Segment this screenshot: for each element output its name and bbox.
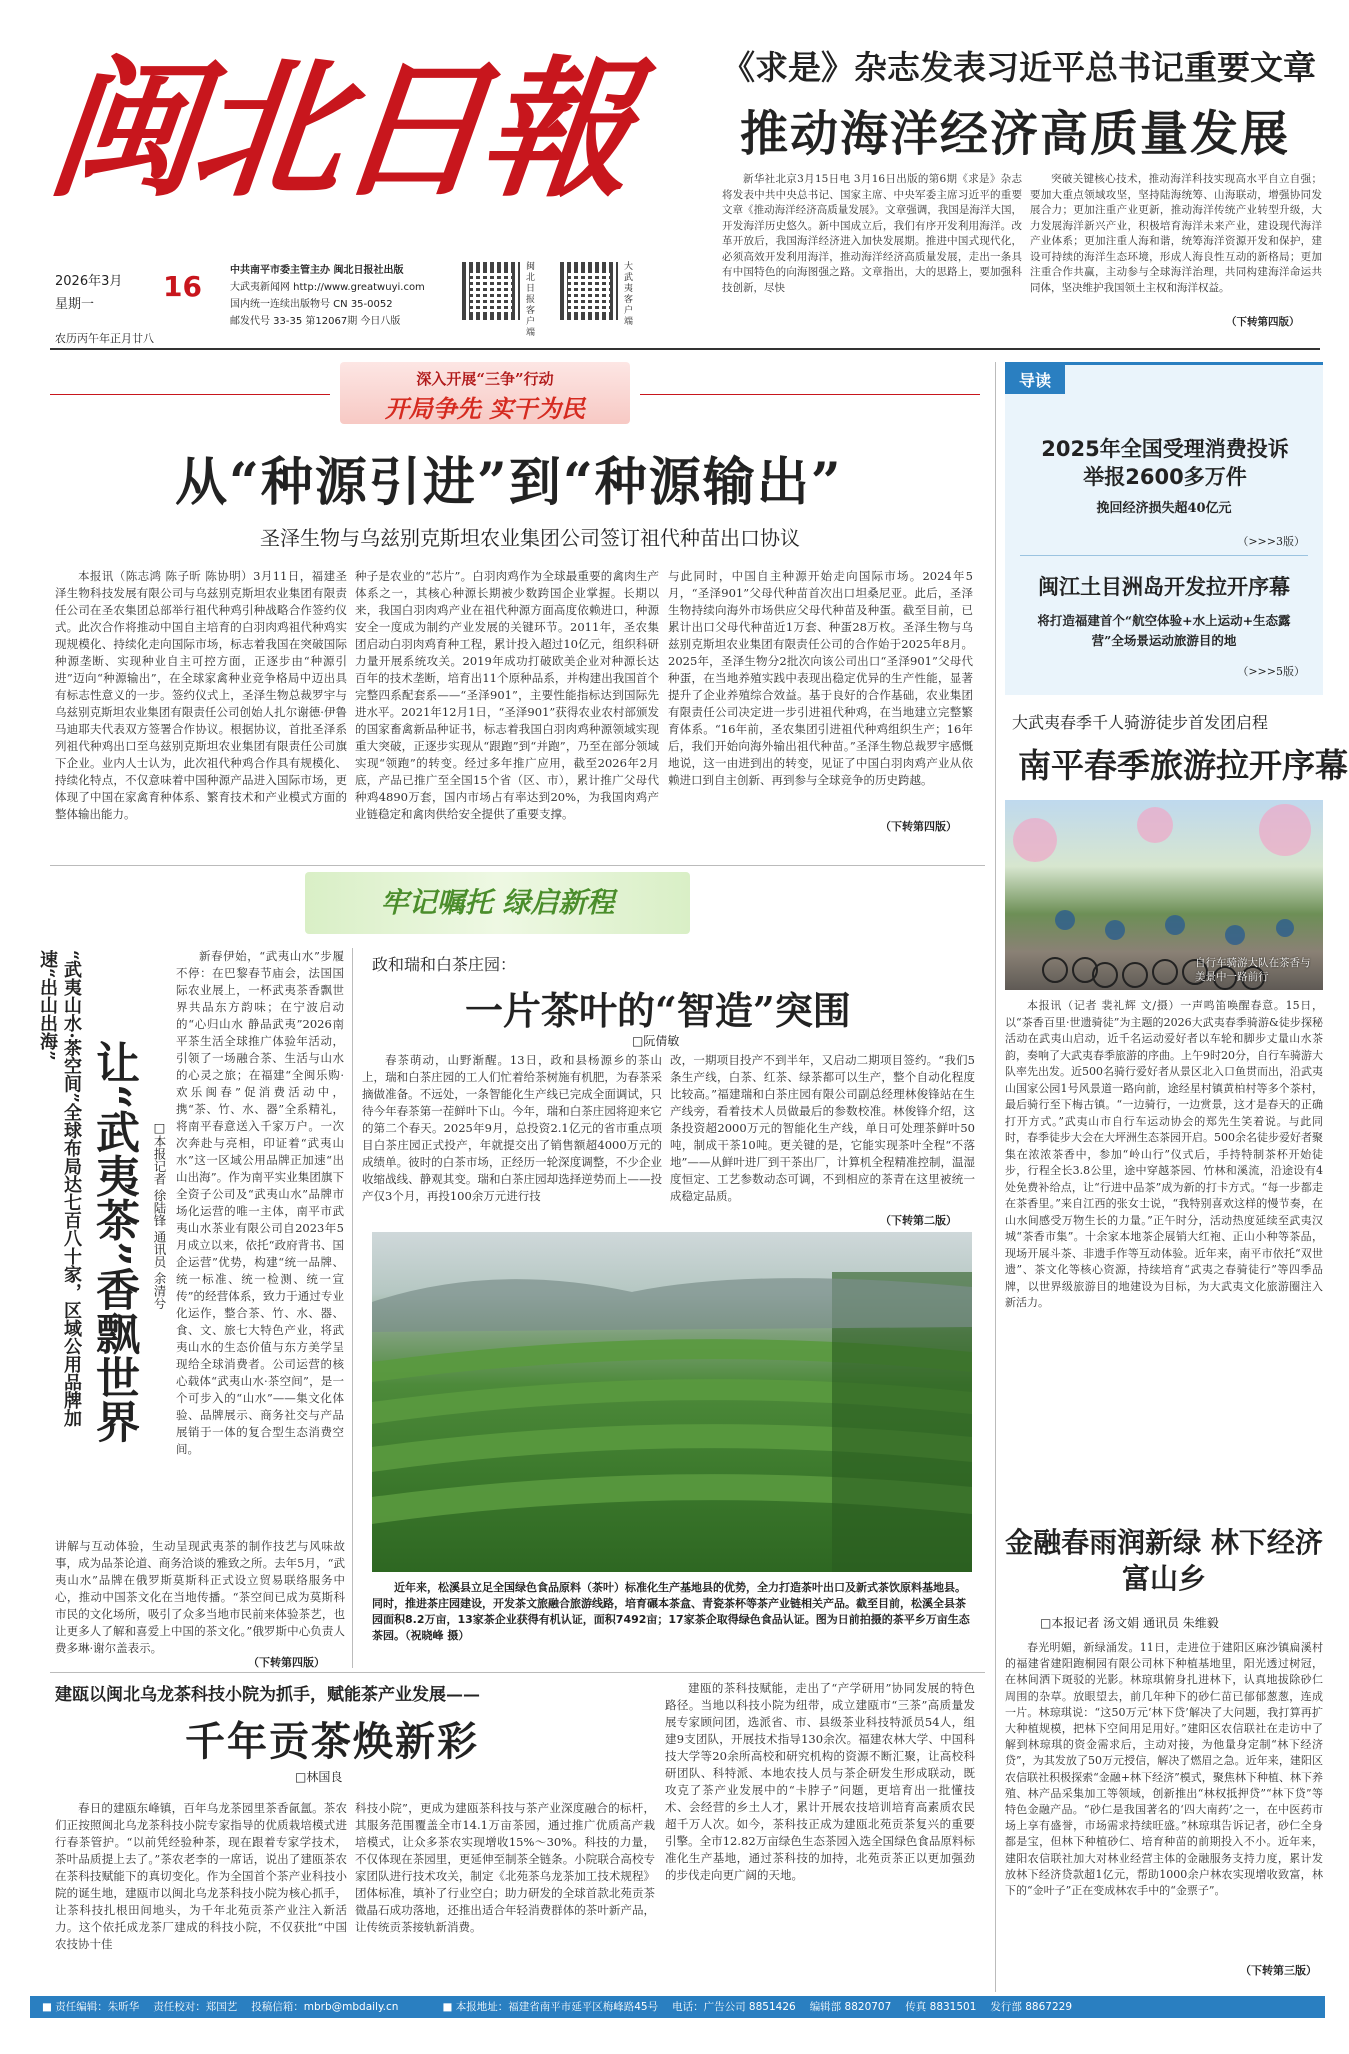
zhengtea-kicker: 政和瑞和白茶庄园：: [372, 955, 517, 974]
zhengtea-continued: （下转第二版）: [880, 1214, 957, 1227]
gongcha-col-2: [355, 1800, 655, 1985]
date-month: 2026年3月: [55, 274, 123, 289]
right-column-rule: [995, 362, 996, 1992]
footer-edit-dept: 编辑部 8820707: [809, 2001, 892, 2013]
lead-continued: （下转第四版）: [1226, 316, 1300, 328]
website-line: 大武夷新闻网 http://www.greatwuyi.com: [230, 282, 425, 293]
tea-photo-caption: [372, 1580, 972, 1662]
section-rule: [50, 865, 985, 866]
footer-bar: [30, 1996, 1325, 2018]
zhengtea-col-1: [362, 1052, 662, 1227]
story1-text-3: 与此同时，中国自主种源开始走向国际市场。2024年5月，“圣泽901”父母代种苗首次出口坦桑尼亚。此后，圣泽生物持续向海外市场供应父母代种苗及种蛋。截至目前，已累计出口父母代种苗近1万套、种蛋28万枚。圣泽生物与乌兹别克斯坦农业集团有限责任公司的合作始于2025年8月。2025年，圣泽生物分2批次向该公司出口“圣泽901”父母代种蛋，在当地养殖实践中表现出稳定优异的生产性能，显著提升了企业养殖综合效益。基于良好的合作基础，农业集团有限责任公司决定进一步引进祖代种鸡，在当地建立完整繁育体系。“16年前，圣农集团引进祖代种鸡组织生产；16年后，我们开始向海外输出祖代种苗。”圣泽生物总裁罗宇感慨地说，这一由进到出的转变，见证了中国白羽肉鸡产业从依赖进口到自主创新、再到参与全球竞争的历史跨越。: [668, 569, 973, 787]
guide-item1-sub: 挽回经济损失超40亿元: [1096, 501, 1232, 516]
finance-text: 春光明媚，新绿涌发。11日，走进位于建阳区麻沙镇扁溪村的福建省建阳跑桐园有限公司林下种植基地里，阳光透过树冠，在林间洒下斑驳的光影。林琼琪俯身扎进林下，认真地拔除砂仁周围的杂草。放眼望去，前几年种下的砂仁苗已郁郁葱葱，连成一片。林琼琪说：“这50万元‘林下贷’解决了大问题，我打算再扩大种植规模，把林下空间用足用好。”建阳区农信联社在走访中了解到林琼琪的资金需求后，主动对接，为他量身定制“林下经济贷”，为其发放了50万元授信，解决了燃眉之急。近年来，建阳区农信联社积极探索“金融+林下经济”模式，聚焦林下种植、林下养殖、林产品采集加工等领域，创新推出“林权抵押贷”“林下贷”等特色金融产品。“砂仁是我国著名的‘四大南药’之一，在中医药市场上享有盛誉，市场需求持续旺盛。”林琼琪告诉记者，砂仁全身都是宝，但林下种植砂仁、培育种苗的前期投入不小。近年来，建阳农信联社加大对林业经营主体的金融服务支持力度，累计发放林下经济贷款超1亿元，帮助1000余户林农实现增收致富，林下的“金叶子”正在变成林农手中的“金票子”。: [1005, 1641, 1323, 1898]
gongcha-headline: 千年贡茶焕新彩: [185, 1718, 479, 1765]
qr-code-1: [462, 262, 520, 320]
issue-line: 邮发代号 33-35 第12067期 今日八版: [230, 316, 401, 327]
story1-text-2: 种子是农业的“芯片”。白羽肉鸡作为全球最重要的禽肉生产体系之一，其核心种源长期被少数跨国企业掌握。长期以来，我国白羽肉鸡产业在祖代种源方面高度依赖进口，种源安全一度成为制约产业发展的关键环节。2011年，圣农集团启动白羽肉鸡育种工程，累计投入超过10亿元，组织科研力量开展系统攻关。2019年成功打破欧美企业对种源长达百年的技术垄断，培育出11个原种品系，并构建出我国首个完整四系配套系——“圣泽901”，主要性能指标达到国际先进水平。2021年12月1日，“圣泽901”获得农业农村部颁发的国家畜禽新品种证书，标志着我国白羽肉鸡种源领域实现重大突破，正逐步实现从“跟跑”到“并跑”，乃至在部分领域实现“领跑”的转变。经过多年推广应用，截至2026年2月底，产品已推广至全国15个省（区、市），累计推广父母代种鸡4890万套，国内市场占有率达到20%，为我国肉鸡产业链稳定和禽肉供给安全提供了重要支撑。: [355, 569, 659, 821]
guide-item2-page[interactable]: （>>>5版）: [1237, 665, 1305, 678]
spring-text-col: [1005, 998, 1323, 1508]
date-box: [55, 270, 205, 330]
guide-item2-sub: 将打造福建首个“航空体验+水上运动+生态露营”全场景运动旅游目的地: [1037, 613, 1291, 648]
wuyi-side-title: [37, 950, 83, 1460]
footer-phone: 电话：广告公司 8851426: [672, 2001, 796, 2013]
wuyi-headline-text: 让“武夷茶”香飘世界: [88, 1040, 139, 1443]
wuyi-col-1: [176, 948, 344, 1593]
spring-photo-caption: 自行车骑游大队在茶香与美景中一路前行: [1195, 957, 1311, 983]
story1-col-1: [55, 568, 347, 878]
campaign-line-1: 深入开展“三争”行动: [416, 370, 554, 388]
footer-address: ■ 本报地址：福建省南平市延平区梅峰路45号: [442, 2001, 659, 2013]
gongcha-col-1: [55, 1800, 347, 1985]
green-banner-text: 牢记嘱托 绿启新程: [380, 886, 615, 919]
lead-text-1: 新华社北京3月15日电 3月16日出版的第6期《求是》杂志将发表中共中央总书记、国家主席、中央军委主席习近平的重要文章《推动海洋经济高质量发展》。文章强调，我国是海洋大国，开发海洋历史悠久。新中国成立后，我们有序开发利用海洋。改革开放后，我国海洋经济进入加快发展期。推进中国式现代化，必须高效开发利用海洋，推动海洋经济高质量发展，走出一条具有中国特色的向海图强之路。文章指出，大的思路上，要加强科技创新，尽快: [722, 173, 1022, 294]
green-banner: [305, 872, 690, 934]
guide-tag: 导读: [1005, 365, 1065, 394]
spring-headline: 南平春季旅游拉开序幕: [1018, 746, 1348, 785]
wuyi-side-title-text: “武夷山水·茶空间”全球布局达七百八十家，区域公用品牌加速“出山出海”: [37, 950, 82, 1427]
gongcha-col-3: [665, 1680, 975, 1985]
lead-headline: 推动海洋经济高质量发展: [740, 106, 1291, 162]
wuyi-byline: [150, 1120, 168, 1380]
date-day: 16: [163, 270, 202, 303]
finance-byline: □本报记者 汤文娟 通讯员 朱维毅: [1040, 1616, 1219, 1630]
qr-label-1: 闽北日报客户端: [526, 262, 536, 338]
zhengtea-headline: 一片茶叶的“智造”突围: [465, 988, 851, 1033]
campaign-banner: [340, 362, 630, 424]
story1-headline: 从“种源引进”到“种源输出”: [175, 452, 843, 513]
publisher-info: [230, 262, 480, 330]
spring-photo: [1005, 800, 1323, 990]
qr-label-2: 大武夷客户端: [624, 262, 634, 327]
lead-text-2: 突破关键核心技术，推动海洋科技实现高水平自立自强；要加大重点领域攻坚，坚持陆海统筹、山海联动，增强协同发展合力；更加注重产业更新，推动海洋传统产业转型升级，大力发展海洋新兴产业，积极培育海洋未来产业，建设现代海洋产业体系；更加注重人海和谐，统筹海洋资源开发和保护，建设可持续的海洋生态环境，形成人海良性互动的新格局；更加注重合作共赢，主动参与全球海洋治理，共同构建海洋命运共同体，坚决维护我国领土主权和海洋权益。: [1030, 173, 1322, 294]
guide-item1-page[interactable]: （>>>3版）: [1237, 535, 1305, 548]
tea-garden-photo: [372, 1232, 972, 1572]
story1-text-1: 本报讯（陈志鸿 陈子昕 陈协明）3月11日，福建圣泽生物科技发展有限公司与乌兹别克斯坦农业集团有限责任公司在圣农集团总部举行祖代种鸡引种战略合作签约仪式。此次合作将推动中国自主培育的白羽肉鸡祖代种鸡实现规模化、持续化走向国际市场，标志着我国在突破国际种源垄断、实现种业自主可控方面，正逐步由“种源引进”迈向“种源输出”，在全球家禽种业竞争格局中迈出具有标志性意义的一步。签约仪式上，圣泽生物总裁罗宇与乌兹别克斯坦农业集团有限责任公司创始人扎尔谢德·伊鲁马迪耶夫代表双方签署合作协议。根据协议，首批圣泽系列祖代种鸡出口至乌兹别克斯坦农业集团有限责任公司旗下企业。业内人士认为，此次祖代种鸡合作具有规模化、持续化特点，不仅意味着中国种源产品进入国际市场，更体现了中国在家禽育种体系、繁育技术和产业模式方面的整体输出能力。: [55, 569, 347, 821]
footer-fax: 传真 8831501: [905, 2001, 977, 2013]
footer-proof: 责任校对：郑国艺: [153, 2001, 238, 2013]
wuyi-byline-text: □本报记者 徐陆锋 通讯员 余清兮: [152, 1120, 167, 1310]
guide-item1-title: 2025年全国受理消费投诉举报2600多万件: [1041, 437, 1289, 489]
masthead-logo: 闽北日報: [40, 42, 636, 218]
gongcha-rule: [50, 1672, 985, 1673]
finance-continued: （下转第三版）: [1240, 1964, 1317, 1977]
finance-headline: [1005, 1525, 1323, 1597]
wuyi-text-2: 讲解与互动体验，生动呈现武夷茶的制作技艺与风味故事，成为品茶论道、商务洽谈的雅致之所。去年5月，“武夷山水”品牌在俄罗斯莫斯科正式设立贸易联络服务中心，推动中国茶文化在当地传播。“茶空间已成为莫斯科市民的文化场所，吸引了众多当地市民前来体验茶艺，也让更多人了解和喜爱上中国的茶文化。”俄罗斯中心负责人费多琳·谢尔盖表示。: [55, 1539, 345, 1655]
story1-col-2: [355, 568, 659, 878]
wuyi-continued: （下转第四版）: [248, 1656, 325, 1669]
qr-code-2: [560, 262, 618, 320]
spring-text: 本报讯（记者 裴礼辉 文/摄）一声鸣笛唤醒春意。15日，以“茶香百里·世遗骑徒”为主题的2026大武夷春季骑游&徒步探秘活动在武夷山启动，近千名运动爱好者以车轮和脚步丈量山水茶韵，奏响了大武夷春季旅游的序曲。上午9时20分，自行车骑游大队率先出发。近500名骑行爱好者从景区北入口鱼贯而出，沿武夷山国家公园1号风景道一路向前，途经星村镇黄柏村等多个茶村，最后骑行至下梅古镇。“一边骑行，一边赏景，这才是春天的正确打开方式。”武夷山市自行车运动协会的郑先生笑着说。与此同时，春季徒步大会在大坪洲生态茶园开启。500余名徒步爱好者聚集在浓浓茶香中，参加“岭山行”仪式后，手持特制茶杯开始徒步，行程全长3.8公里，途中穿越茶园、竹林和溪流，沿途设有4处免费补给点，让“行进中品茶”成为新的打卡方式。“每一步都走在茶香里。”来自江西的张女士说，“我特别喜欢这样的慢节奏，在山水间感受万物生长的力量。”正午时分，活动热度延续至武夷汉城“茶香市集”。十余家本地茶企展销大红袍、正山小种等茶品，现场开展斗茶、非遗手作等互动体验。近年来，南平市依托“双世遗”、茶文化等核心资源，持续培育“武夷之春骑徒行”等四季品牌，以世界级旅游目的地建设为目标，为大武夷文化旅游圈注入新活力。: [1005, 999, 1323, 1309]
zhengtea-col-2: [670, 1052, 975, 1212]
wuyi-col-bottom: [55, 1538, 345, 1666]
spring-kicker: 大武夷春季千人骑游徒步首发团启程: [1012, 713, 1269, 732]
banner-rule-left: [50, 394, 330, 395]
mid-column-rule: [352, 948, 353, 1668]
lead-kicker: 《求是》杂志发表习近平总书记重要文章: [722, 48, 1316, 87]
sponsor-line: 中共南平市委主管主办 闽北日报社出版: [230, 265, 404, 276]
finance-text-col: [1005, 1640, 1323, 1960]
story1-continued: （下转第四版）: [880, 820, 957, 833]
footer-email[interactable]: 投稿信箱：mbrb@mbdaily.cn: [251, 2001, 399, 2013]
banner-rule-right: [640, 394, 980, 395]
date-weekday: 星期一: [55, 297, 95, 312]
lead-col-1: [722, 172, 1022, 328]
gongcha-byline: □林国良: [295, 1770, 343, 1784]
gongcha-kicker: 建瓯以闽北乌龙茶科技小院为抓手，赋能茶产业发展——: [55, 1685, 480, 1705]
gongcha-text-3: 建瓯的茶科技赋能，走出了“产学研用”协同发展的特色路径。当地以科技小院为纽带，成立建瓯市“三茶”高质量发展专家顾问团，选派省、市、县级茶业科技特派员54人，组建9支团队，开展技术指导130余次。福建农林大学、中国科技大学等20余所高校和研究机构的资源不断汇聚，让高校科研团队、科特派、本地农技人员与茶企研发生形成联动，既攻克了茶产业发展中的“卡脖子”问题，更培育出一批懂技术、会经营的乡土人才，累计开展农技培训培育高素质农民超千万人次。如今，茶科技正成为建瓯北苑贡茶复兴的重要引擎。全市12.82万亩绿色生态茶园入选全国绿色食品原料标准化生产基地，通过茶科技的加持，北苑贡茶正以更加强劲的步伐走向更广阔的天地。: [665, 1681, 975, 1882]
lead-col-2: [1030, 172, 1322, 314]
zhengtea-byline: □阮倩敏: [632, 1034, 680, 1048]
story1-subhead: 圣泽生物与乌兹别克斯坦农业集团公司签订祖代种苗出口协议: [260, 526, 800, 550]
guide-box: [1005, 362, 1323, 695]
gongcha-text-2: 科技小院”，更成为建瓯茶科技与茶产业深度融合的标杆，其服务范围覆盖全市14.1万亩茶园，通过推广优质高产栽培模式，让众多茶农实现增收15%～30%。科技的力量，不仅体现在茶园里，更延伸至制茶全链条。小院联合高校专家团队进行技术攻关，制定《北苑茶乌龙茶加工技术规程》团体标准，填补了行业空白；助力研发的全球首款北苑贡茶微晶石成功落地，还推出适合年轻消费群体的茶叶新产品，让传统贡茶接轨新消费。: [355, 1801, 655, 1934]
zhengtea-text-1: 春茶萌动，山野渐醒。13日，政和县杨源乡的茶山上，瑞和白茶庄园的工人们忙着给茶树施有机肥，为春茶采摘做准备。不远处，一条智能化生产线已完成全面调试，只待今年春茶第一茬鲜叶下山。今年，瑞和白茶庄园将迎来它的第二个春天。2025年9月，总投资2.1亿元的省市重点项目白茶庄园正式投产，年就提交出了销售额超4000万元的成绩单。彼时的白茶市场，正经历一轮深度调整，不少企业收缩战线、静观其变。瑞和白茶庄园却选择逆势而上——投产仅3个月，再投100余万元进行技: [362, 1053, 662, 1203]
lunar-date: 农历丙午年正月廿八: [55, 332, 154, 345]
guide-item2-title: 闽江土目洲岛开发拉开序幕: [1038, 575, 1290, 599]
masthead-rule: [50, 348, 1320, 350]
footer-editor: ■ 责任编辑：朱昕华: [42, 2001, 140, 2013]
wuyi-text-1: 新春伊始，“武夷山水”步履不停：在巴黎春节庙会，法国国际农业展上，一杯武夷茶香飘世界共品东方韵味；在宁波启动的“心归山水 静品武夷”2026南平茶生活全球推广体验年活动，引领了一场融合茶、生活与山水的心灵之旅；在福建“全闽乐购·欢乐闽春”促消费活动中，携“茶、竹、水、器”全系精礼，将南平春意送入千家万户。一次次奔赴与亮相，印证着“武夷山水”这一区域公用品牌正加速“出山出海”。作为南平实业集团旗下全资子公司及“武夷山水”品牌市场化运营的唯一主体，南平市武夷山水茶业有限公司自2023年5月成立以来，依托“政府背书、国企运营”优势，构建“统一品牌、统一标准、统一检测、统一宣传”的经营体系，致力于通过专业化运作，整合茶、竹、水、器、食、文、旅七大特色产业，将武夷山水的生态价值与东方美学呈现给全球消费者。公司运营的核心载体“武夷山水·茶空间”，是一个可步入的“山水”——集文化体验、品牌展示、商务社交与产品展销于一体的复合型生态消费空间。: [176, 949, 344, 1456]
tea-photo-caption-text: 近年来，松溪县立足全国绿色食品原料（茶叶）标准化生产基地县的优势，全力打造茶叶出口及新式茶饮原料基地县。同时，推进茶庄园建设，开发茶文旅融合旅游线路，培育碾本茶盒、青瓷茶杯等茶产业链相关产品。截至目前，松溪全县茶园面积8.2万亩，13家茶企业获得有机认证，面积7492亩；17家茶企取得绿色食品认证。图为日前拍摄的茶平乡万亩生态茶园。（祝晓峰 摄）: [372, 1581, 970, 1642]
zhengtea-text-2: 改，一期项目投产不到半年，又启动二期项目签约。“我们5条生产线，白茶、红茶、绿茶都可以生产，整个自动化程度比较高。”福建瑞和白茶庄园有限公司副总经理林俊锋站在生产线旁，看着技术人员做最后的参数校准。林俊锋介绍，这条投资超2000万元的智能化生产线，单日可处理茶鲜叶50吨，制成干茶10吨。更关键的是，它能实现茶叶全程“不落地”——从鲜叶进厂到干茶出厂，计算机全程精准控制，温湿度恒定、工艺参数动态可调，不到相应的茶青在这里被统一成稳定品质。: [670, 1053, 975, 1203]
tea-rows-illustration: [372, 1232, 972, 1572]
guide-divider: [1020, 555, 1308, 556]
finance-headline-text: 金融春雨润新绿 林下经济富山乡: [1005, 1526, 1323, 1595]
campaign-line-2: 开局争先 实干为民: [384, 394, 586, 423]
cn-line: 国内统一连续出版物号 CN 35-0052: [230, 299, 393, 310]
gongcha-text-1: 春日的建瓯东峰镇，百年乌龙茶园里茶香氤氲。茶农们正按照闽北乌龙茶科技小院专家指导的优质栽培模式进行春茶管护。“以前凭经验种茶，现在跟着专家学技术，茶叶品质提上去了。”茶农老李的一席话，说出了建瓯茶农在茶科技赋能下的真切变化。作为全国首个茶产业科技小院的诞生地，建瓯市以闽北乌龙茶科技小院为核心抓手，让茶科技扎根田间地头，为千年北苑贡茶产业注入新活力。这个依托成龙茶厂建成的科技小院，不仅获批“中国农技协十佳: [55, 1801, 347, 1951]
footer-dist: 发行部 8867229: [990, 2001, 1073, 2013]
story1-col-3: [668, 568, 973, 828]
wuyi-headline: [88, 1040, 145, 1460]
